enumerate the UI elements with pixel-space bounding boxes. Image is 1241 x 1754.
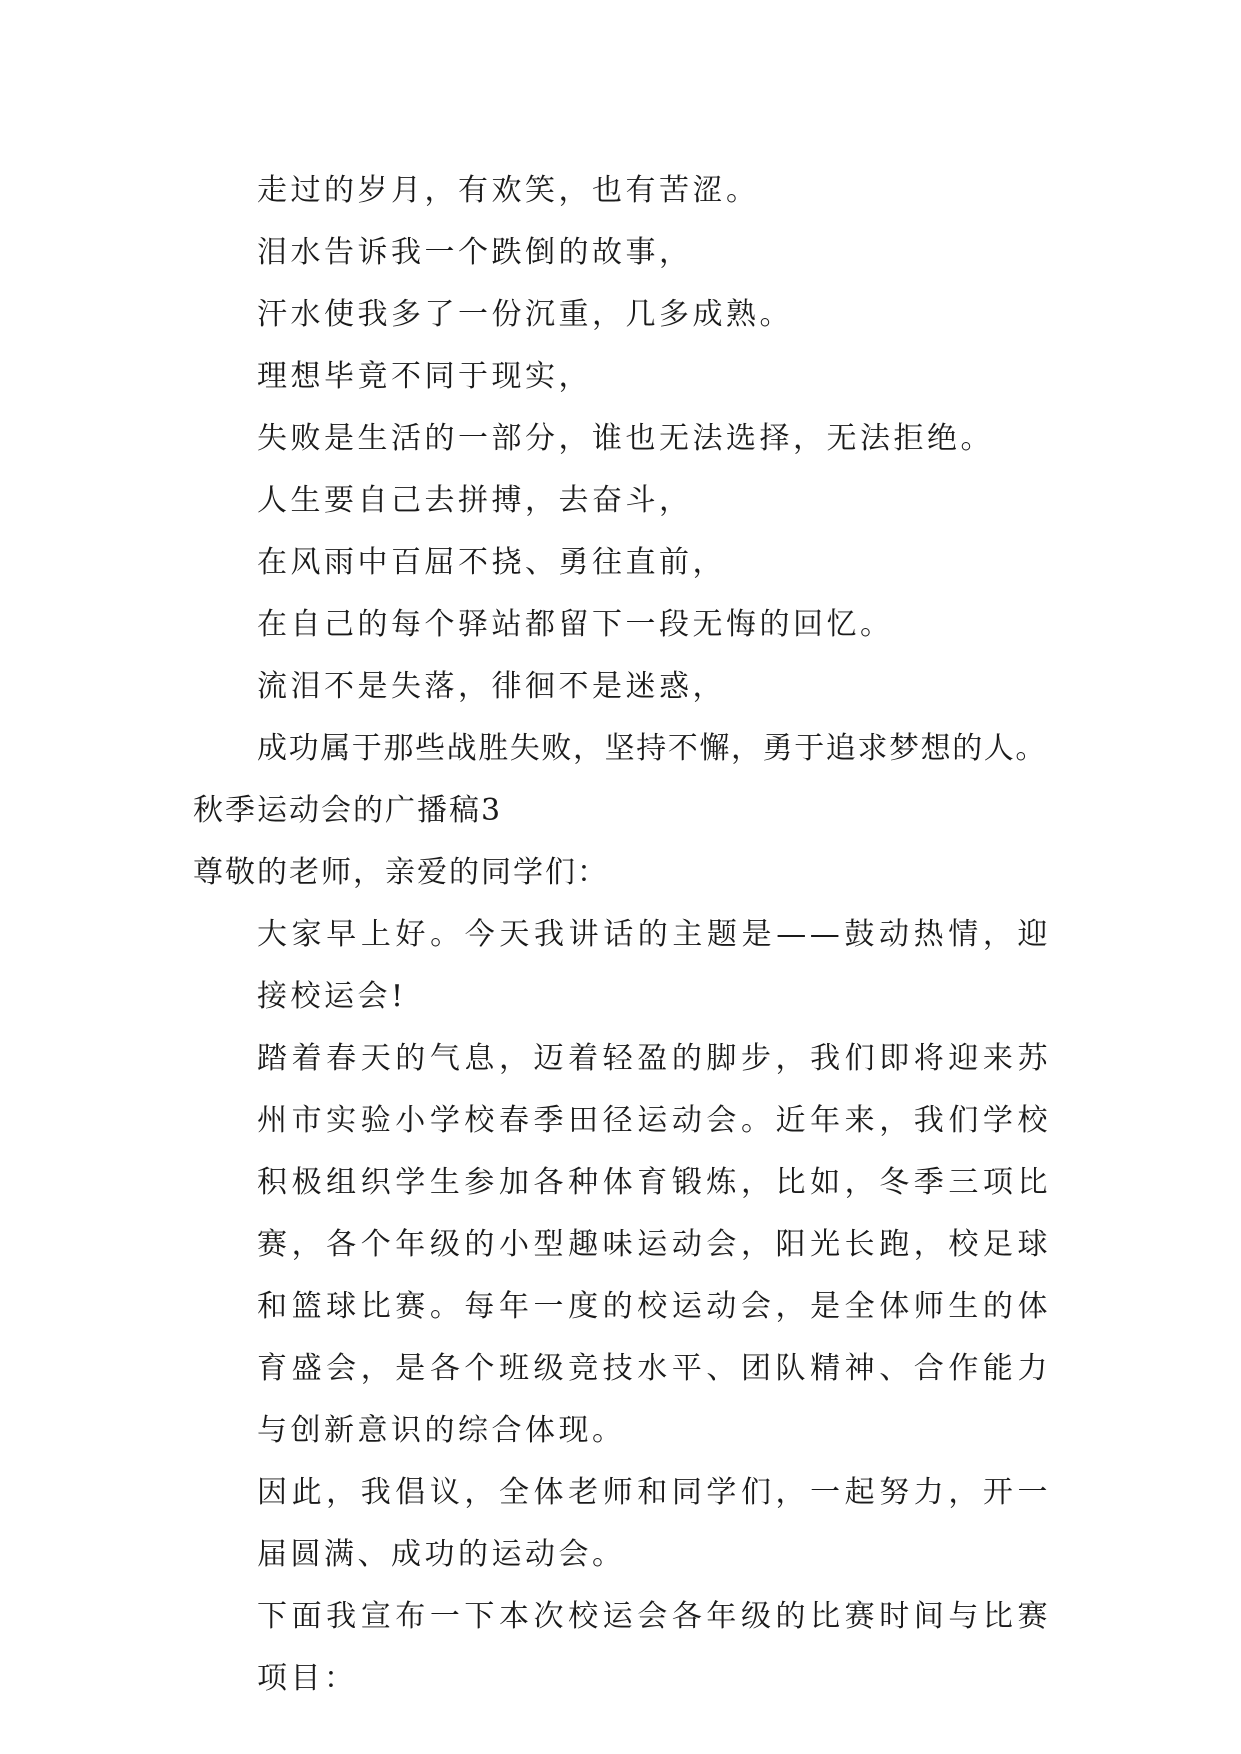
poem-line: 理想毕竟不同于现实， [257, 359, 592, 394]
poem-line: 泪水告诉我一个跌倒的故事， [257, 235, 693, 270]
poem-line: 成功属于那些战胜失败，坚持不懈，勇于追求梦想的人。 [257, 731, 1047, 766]
poem-line: 在自己的每个驿站都留下一段无悔的回忆。 [257, 607, 894, 642]
poem-line: 汗水使我多了一份沉重，几多成熟。 [257, 297, 793, 332]
paragraph: 因此，我倡议，全体老师和同学们，一起努力，开一届圆满、成功的运动会。 [257, 1475, 1051, 1572]
poem-line: 在风雨中百屈不挠、勇往直前， [257, 545, 726, 580]
paragraph: 大家早上好。今天我讲话的主题是——鼓动热情，迎接校运会! [257, 917, 1051, 1014]
poem-line: 流泪不是失落，徘徊不是迷惑， [257, 669, 726, 704]
paragraph: 踏着春天的气息，迈着轻盈的脚步，我们即将迎来苏州市实验小学校春季田径运动会。近年来，我们学校积极组织学生参加各种体育锻炼，比如，冬季三项比赛，各个年级的小型趣味运动会，阳光长跑，校足球和篮球比赛。每年一度的校运动会，是全体师生的体育盛会，是各个班级竞技水平、团队精神、合作能力与创新意识的综合体现。 [257, 1041, 1051, 1448]
paragraph: 下面我宣布一下本次校运会各年级的比赛时间与比赛项目： [257, 1599, 1051, 1696]
salutation: 尊敬的老师，亲爱的同学们： [193, 855, 609, 890]
section-heading: 秋季运动会的广播稿3 [193, 793, 503, 828]
poem-line: 失败是生活的一部分，谁也无法选择，无法拒绝。 [257, 421, 994, 456]
document-body [193, 160, 1051, 1710]
poem-line: 走过的岁月，有欢笑，也有苦涩。 [257, 173, 760, 208]
poem-line: 人生要自己去拼搏，去奋斗， [257, 483, 693, 518]
